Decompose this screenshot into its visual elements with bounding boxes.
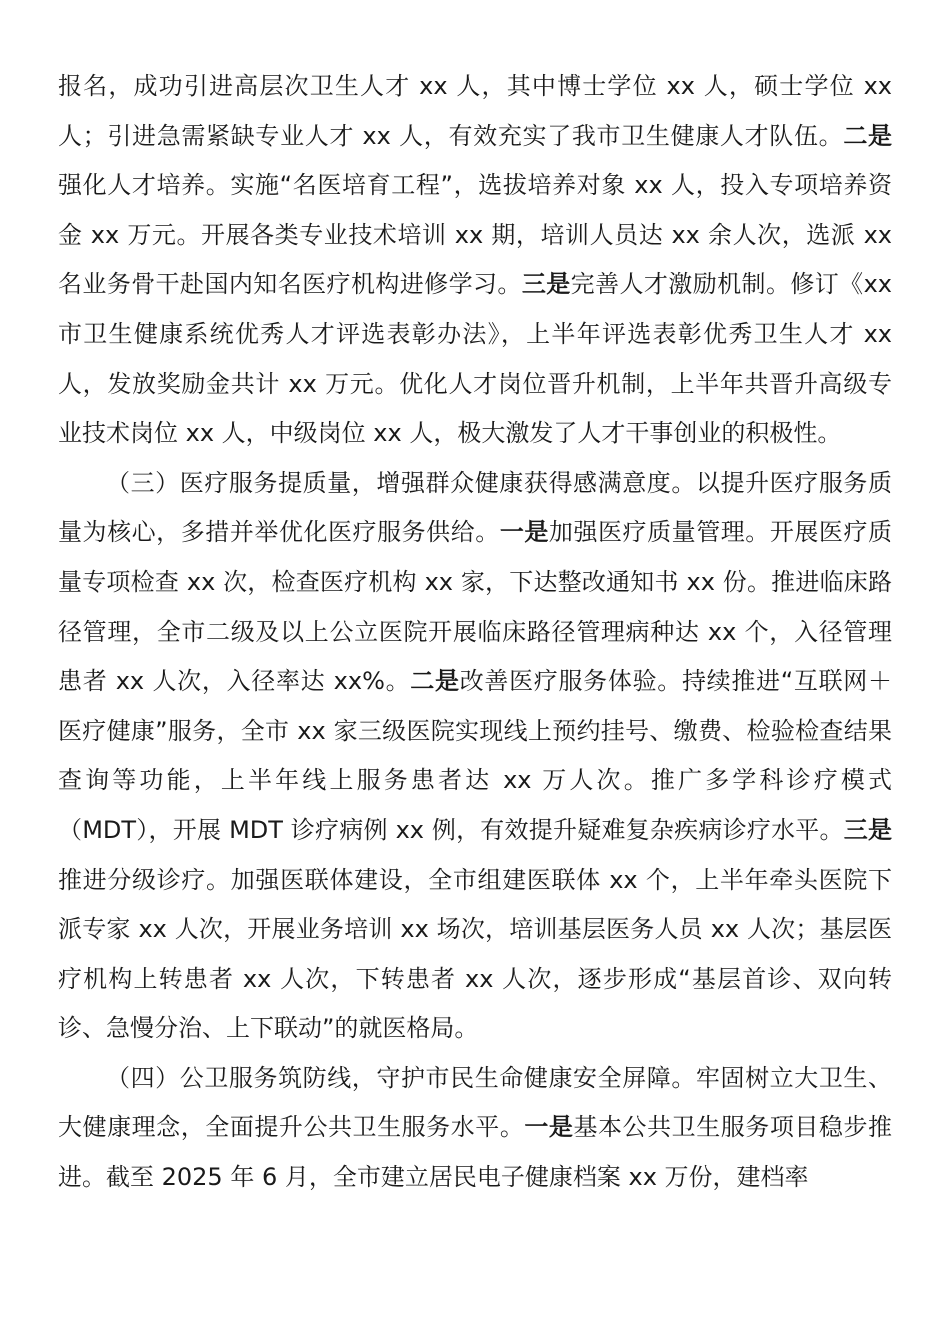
text-segment: 加强医疗质量管理。开展医疗质量专项检查 xx 次，检查医疗机构 xx 家，下达整改通知书 xx 份。推进临床路径管理，全市二级及以上公立医院开展临床路径管理病种达 xx 个，入径管理患者 xx 人次，入径率达 xx%。 bbox=[58, 518, 893, 696]
paragraph-talent bbox=[58, 62, 892, 459]
text-segment: 基本公共卫生服务项目稳步推进。截至 2025 年 6 月，全市建立居民电子健康档案 xx 万份，建档率 bbox=[58, 1113, 893, 1192]
paragraph-medical-service bbox=[58, 459, 892, 1054]
text-segment: （四）公卫服务筑防线，守护市民生命健康安全屏障。牢固树立大卫生、大健康理念，全面提升公共卫生服务水平。 bbox=[58, 1063, 892, 1142]
bold-marker: 三是 bbox=[521, 270, 571, 299]
document-page bbox=[58, 62, 892, 1203]
bold-marker: 二是 bbox=[843, 121, 893, 150]
bold-marker: 二是 bbox=[410, 667, 460, 696]
bold-marker: 一是 bbox=[499, 518, 549, 547]
bold-marker: 三是 bbox=[843, 815, 892, 844]
text-segment: 报名，成功引进高层次卫生人才 xx 人，其中博士学位 xx 人，硕士学位 xx 人；引进急需紧缺专业人才 xx 人，有效充实了我市卫生健康人才队伍。 bbox=[58, 72, 892, 150]
text-segment: 完善人才激励机制。修订《xx 市卫生健康系统优秀人才评选表彰办法》，上半年评选表彰优秀卫生人才 xx 人，发放奖励金共计 xx 万元。优化人才岗位晋升机制，上半年共晋升高级专业技术岗位 xx 人，中级岗位 xx 人，极大激发了人才干事创业的积极性。 bbox=[58, 270, 893, 448]
paragraph-public-health bbox=[58, 1054, 892, 1203]
text-segment: 强化人才培养。实施“名医培育工程”，选拔培养对象 xx 人，投入专项培养资金 xx 万元。开展各类专业技术培训 xx 期，培训人员达 xx 余人次，选派 xx 名业务骨干赴国内知名医疗机构进修学习。 bbox=[58, 171, 892, 299]
text-segment: 改善医疗服务体验。持续推进“互联网＋医疗健康”服务，全市 xx 家三级医院实现线上预约挂号、缴费、检验检查结果查询等功能，上半年线上服务患者达 xx 万人次。推广多学科诊疗模式（MDT），开展 MDT 诊疗病例 xx 例，有效提升疑难复杂疾病诊疗水平。 bbox=[58, 667, 892, 844]
bold-marker: 一是 bbox=[524, 1113, 574, 1142]
text-segment: 推进分级诊疗。加强医联体建设，全市组建医联体 xx 个，上半年牵头医院下派专家 xx 人次，开展业务培训 xx 场次，培训基层医务人员 xx 人次；基层医疗机构上转患者 xx 人次，下转患者 xx 人次，逐步形成“基层首诊、双向转诊、急慢分治、上下联动”的就医格局。 bbox=[58, 865, 892, 1043]
text-segment: （三）医疗服务提质量，增强群众健康获得感满意度。以提升医疗服务质量为核心，多措并举优化医疗服务供给。 bbox=[58, 468, 892, 547]
